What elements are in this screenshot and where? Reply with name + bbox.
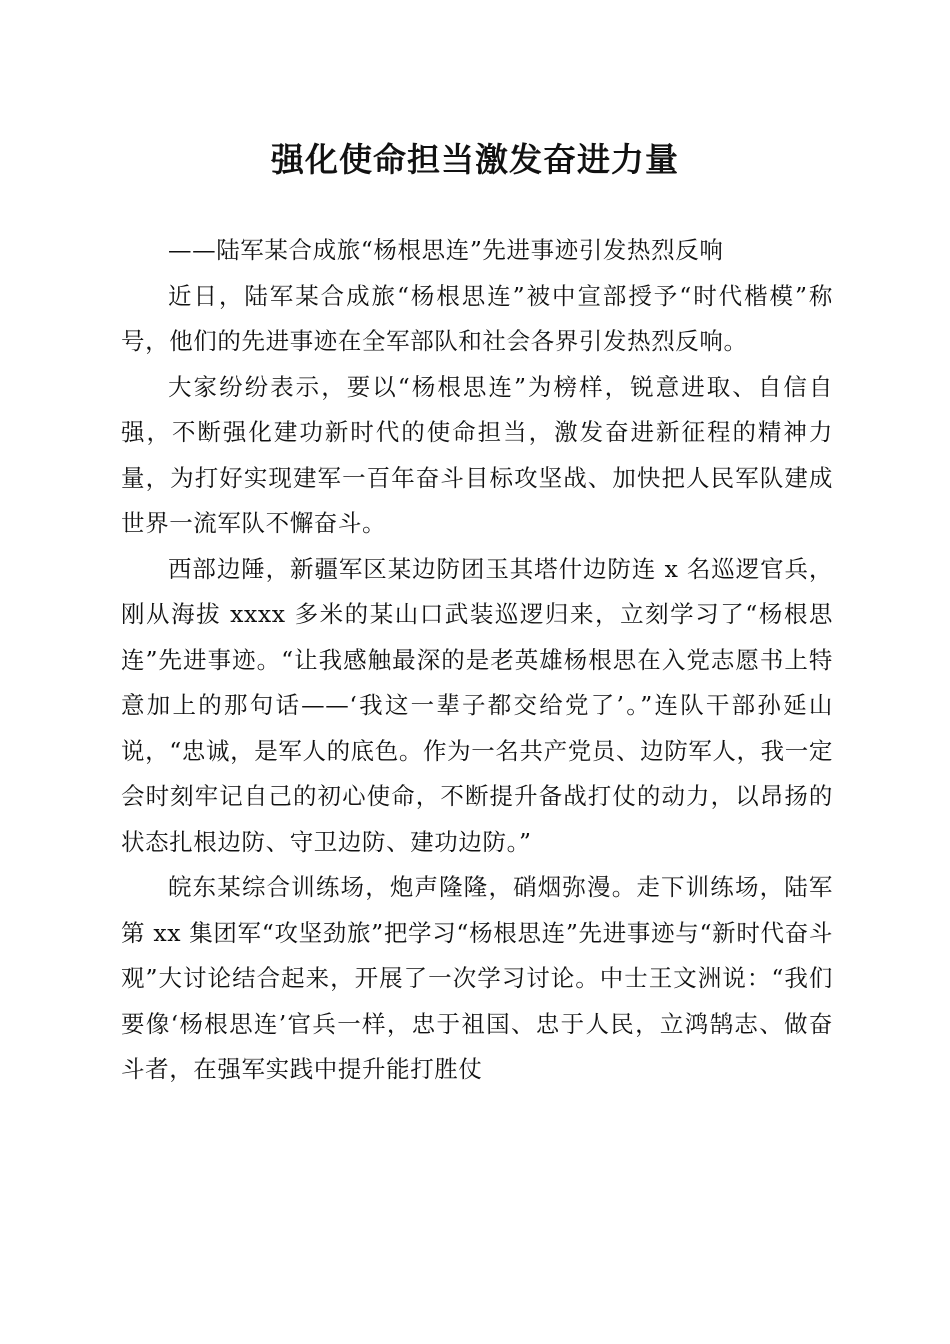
- document-body: [121, 228, 833, 1093]
- paragraph: 近日，陆军某合成旅“杨根思连”被中宣部授予“时代楷模”称号，他们的先进事迹在全军部队和社会各界引发热烈反响。: [121, 281, 833, 355]
- paragraph: 大家纷纷表示，要以“杨根思连”为榜样，锐意进取、自信自强，不断强化建功新时代的使命担当，激发奋进新征程的精神力量，为打好实现建军一百年奋斗目标攻坚战、加快把人民军队建成世界一流军队不懈奋斗。: [121, 372, 833, 537]
- document-title: 强化使命担当激发奋进力量: [271, 140, 679, 179]
- paragraph: 西部边陲，新疆军区某边防团玉其塔什边防连 x 名巡逻官兵，刚从海拔 xxxx 多米的某山口武装巡逻归来，立刻学习了“杨根思连”先进事迹。“让我感触最深的是老英雄杨根思在入党志愿书上特意加上的那句话——‘我这一辈子都交给党了’。”连队干部孙延山说，“忠诚，是军人的底色。作为一名共产党员、边防军人，我一定会时刻牢记自己的初心使命，不断提升备战打仗的动力，以昂扬的状态扎根边防、守卫边防、建功边防。”: [121, 554, 833, 856]
- paragraph: 皖东某综合训练场，炮声隆隆，硝烟弥漫。走下训练场，陆军第 xx 集团军“攻坚劲旅”把学习“杨根思连”先进事迹与“新时代奋斗观”大讨论结合起来，开展了一次学习讨论。中士王文洲说：“我们要像‘杨根思连’官兵一样，忠于祖国、忠于人民，立鸿鹄志、做奋斗者，在强军实践中提升能打胜仗: [121, 873, 833, 1083]
- document-subtitle: ——陆军某合成旅“杨根思连”先进事迹引发热烈反响: [168, 236, 724, 264]
